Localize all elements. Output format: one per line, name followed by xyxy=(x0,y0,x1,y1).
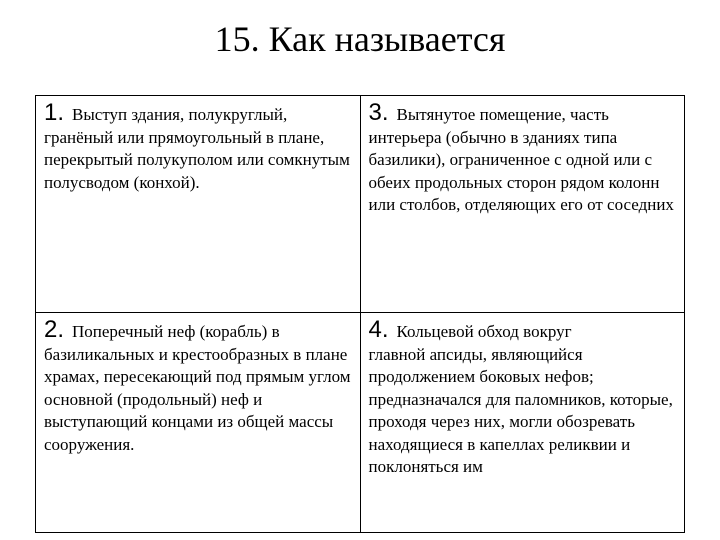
slide-title: 15. Как называется xyxy=(214,19,506,59)
definition-cell-4 xyxy=(360,313,685,533)
definition-cell-2 xyxy=(36,313,361,533)
definition-text: интерьера (обычно в зданиях типа базилики), ограниченное с одной или с обеих продольных сторон рядом колонн или столбов, отделяющих его от соседних xyxy=(368,127,674,214)
definition-first-line: Кольцевой обход вокруг xyxy=(396,322,572,341)
table-row xyxy=(36,313,685,533)
definition-cell-3 xyxy=(360,96,685,313)
definition-text: базиликальных и крестообразных в плане храмах, пересекающий под прямым углом основной (продольный) неф и выступающий концами из общей массы сооружения. xyxy=(44,344,351,454)
definition-text: гранёный или прямоугольный в плане, перекрытый полукуполом или сомкнутым полусводом (конхой). xyxy=(44,127,350,192)
definition-number: 2. xyxy=(44,316,65,343)
definition-text: главной апсиды, являющийся продолжением боковых нефов; предназначался для паломников, которые, проходя через них, могли обозревать находящиеся в капеллах реликвии и поклоняться им xyxy=(368,344,673,476)
definitions-table xyxy=(35,95,685,533)
definition-first-line: Поперечный неф (корабль) в xyxy=(72,322,280,341)
definition-cell-1 xyxy=(36,96,361,313)
table-row xyxy=(36,96,685,313)
definition-number: 4. xyxy=(368,316,389,343)
definition-first-line: Выступ здания, полукруглый, xyxy=(72,105,288,124)
definition-number: 1. xyxy=(44,99,65,126)
definition-first-line: Вытянутое помещение, часть xyxy=(396,105,609,124)
definition-number: 3. xyxy=(368,99,389,126)
